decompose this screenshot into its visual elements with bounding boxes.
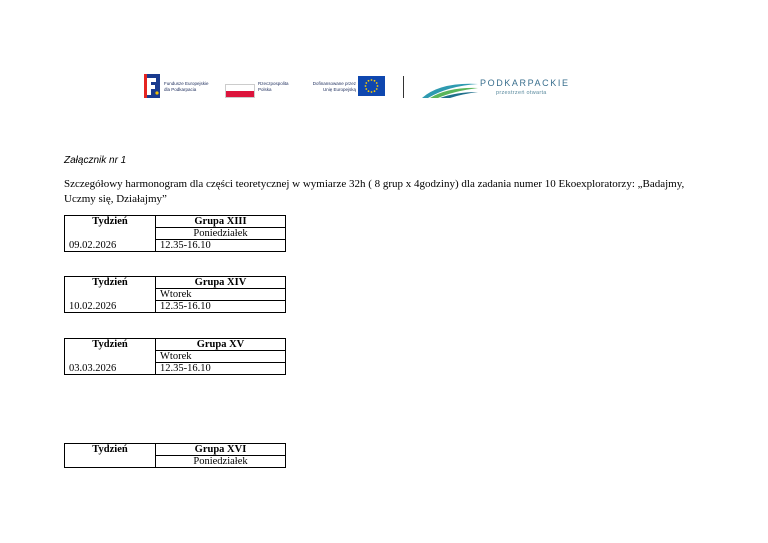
group-name: Grupa XV xyxy=(156,339,286,351)
week-header: Tydzień xyxy=(65,339,156,351)
podkarpackie-logo-slogan: przestrzeń otwarta xyxy=(496,90,547,96)
day-name: Wtorek xyxy=(156,351,286,363)
week-header: Tydzień xyxy=(65,216,156,228)
schedule-table-group-xiii xyxy=(64,215,286,252)
week-date: 03.03.2026 xyxy=(65,363,156,375)
poland-flag-icon xyxy=(225,84,255,98)
time-range: 12.35-16.10 xyxy=(156,301,286,313)
rp-logo-text: Rzeczpospolita Polska xyxy=(258,81,289,92)
time-range: 12.35-16.10 xyxy=(156,363,286,375)
fe-logo-text: Fundusze Europejskie dla Podkarpacia xyxy=(164,81,209,92)
logo-divider xyxy=(403,76,404,98)
week-header: Tydzień xyxy=(65,444,156,468)
eu-funds-logo-icon xyxy=(144,74,160,98)
day-name: Poniedziałek xyxy=(156,228,286,240)
schedule-table-group-xv xyxy=(64,338,286,375)
eu-logo-text: Dofinansowane przez Unię Europejską xyxy=(312,81,356,92)
time-range: 12.35-16.10 xyxy=(156,240,286,252)
day-name: Wtorek xyxy=(156,289,286,301)
week-date: 10.02.2026 xyxy=(65,301,156,313)
week-header: Tydzień xyxy=(65,277,156,289)
day-name: Poniedziałek xyxy=(156,456,286,468)
group-name: Grupa XIII xyxy=(156,216,286,228)
schedule-table-group-xvi xyxy=(64,443,286,468)
podkarpackie-logo-name: PODKARPACKIE xyxy=(480,78,570,88)
annex-label: Załącznik nr 1 xyxy=(64,155,127,166)
group-name: Grupa XIV xyxy=(156,277,286,289)
logo-strip xyxy=(144,72,584,102)
schedule-description: Szczegółowy harmonogram dla części teoretycznej w wymiarze 32h ( 8 grup x 4godziny) dla zadania numer 10 Ekoexploratorzy: „Badajmy, Uczmy się, Działajmy” xyxy=(64,178,685,205)
podkarpackie-logo-icon xyxy=(420,78,480,100)
eu-flag-icon xyxy=(358,76,385,96)
schedule-table-group-xiv xyxy=(64,276,286,313)
week-date: 09.02.2026 xyxy=(65,240,156,252)
group-name: Grupa XVI xyxy=(156,444,286,456)
